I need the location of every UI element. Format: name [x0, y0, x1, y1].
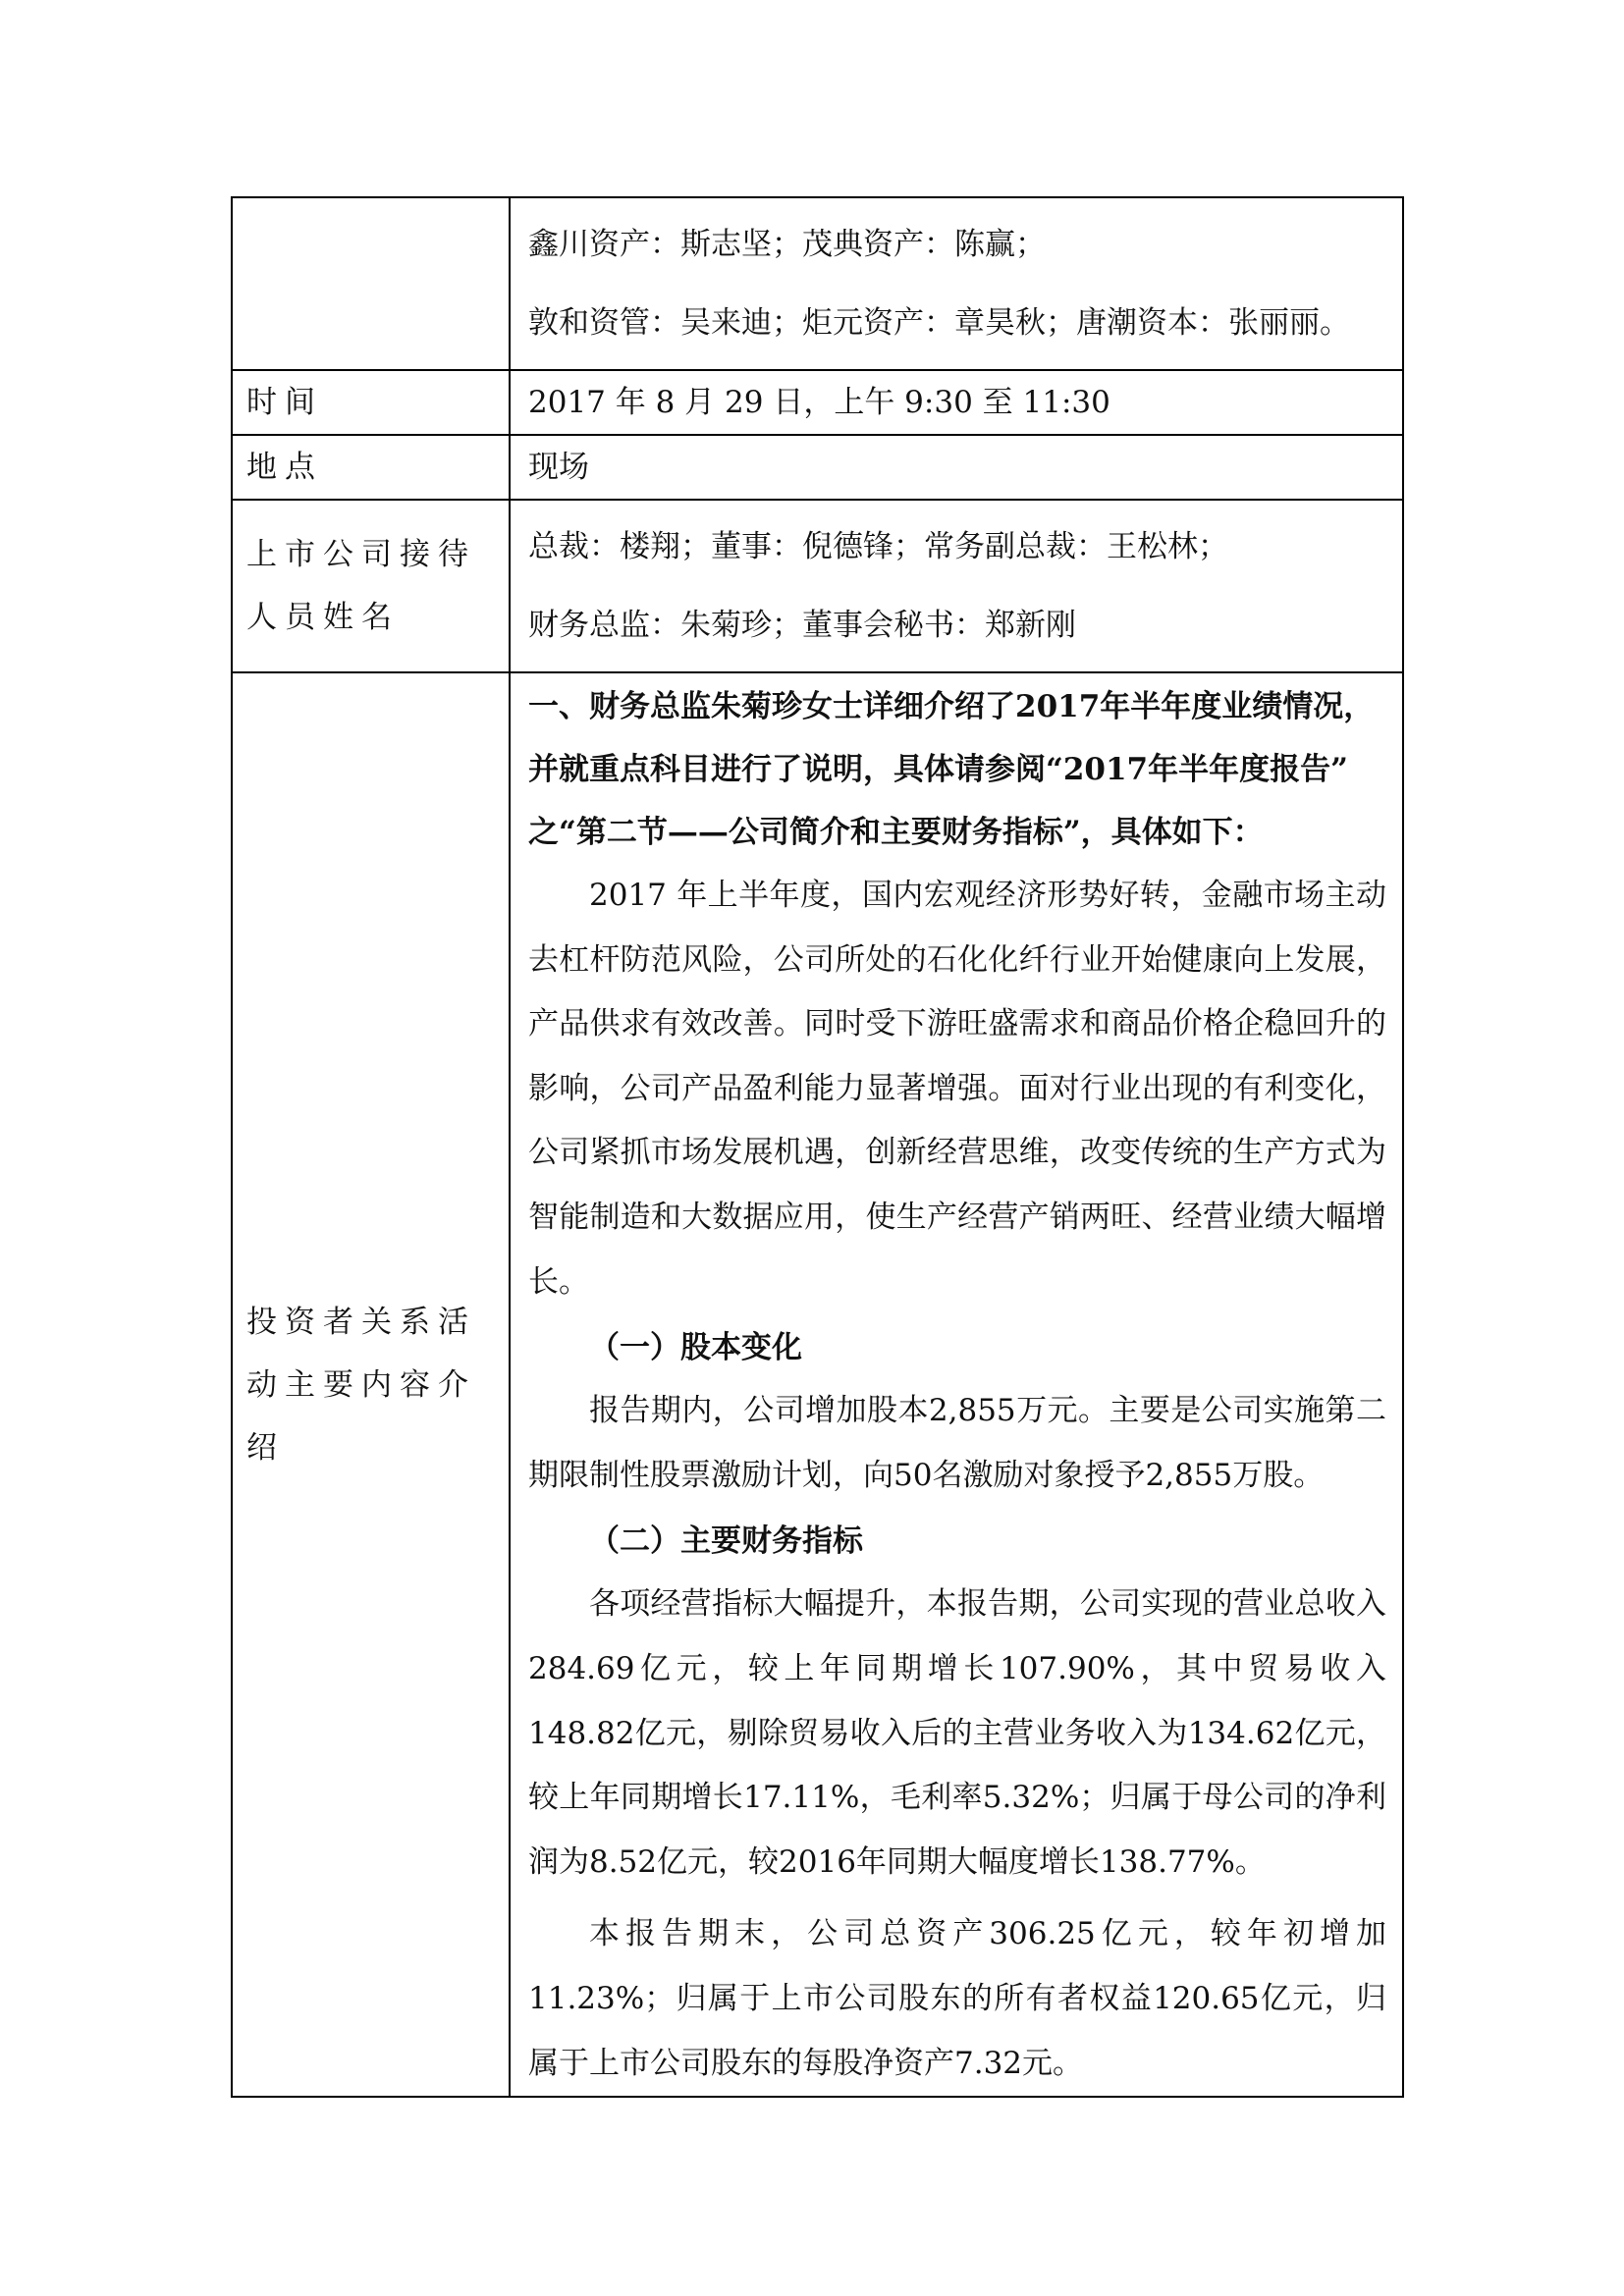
time-row — [232, 370, 1403, 435]
activity-heading-line-2: 并就重点科目进行了说明，具体请参阅“2017年半年度报告” — [528, 752, 1348, 787]
reception-line-1: 总裁：楼翔；董事：倪德锋；常务副总裁：王松林； — [528, 529, 1228, 564]
activity-heading-line-3: 之“第二节——公司简介和主要财务指标”，具体如下： — [528, 815, 1264, 850]
location-label: 地点 — [232, 435, 510, 500]
activity-heading-line-1: 一、财务总监朱菊珍女士详细介绍了2017年半年度业绩情况， — [528, 689, 1375, 724]
activity-row — [232, 672, 1403, 2097]
reception-line-2: 财务总监：朱菊珍；董事会秘书：郑新刚 — [528, 608, 1076, 643]
participants-line-1: 鑫川资产：斯志坚；茂典资产：陈赢； — [528, 227, 1046, 262]
participants-content-cell — [510, 197, 1403, 370]
financial-indicators-heading: （二）主要财务指标 — [589, 1523, 863, 1560]
assets-paragraph: 本报告期末，公司总资产306.25亿元，较年初增加11.23%；归属于上市公司股东的所有者权益120.65亿元，归属于上市公司股东的每股净资产7.32元。 — [528, 1916, 1386, 2081]
reception-content-cell — [510, 500, 1403, 672]
activity-content-cell — [510, 672, 1403, 2097]
location-value: 现场 — [510, 435, 1403, 500]
reception-label-line-1: 上市公司接待 — [246, 537, 476, 572]
location-row — [232, 435, 1403, 500]
activity-label-line-2: 动主要内容介 — [246, 1366, 476, 1403]
participants-row — [232, 197, 1403, 370]
activity-label-line-1: 投资者关系活 — [246, 1304, 476, 1340]
business-overview-paragraph: 2017 年上半年度，国内宏观经济形势好转，金融市场主动去杠杆防范风险，公司所处的石化化纤行业开始健康向上发展，产品供求有效改善。同时受下游旺盛需求和商品价格企稳回升的影响，公司产品盈利能力显著增强。面对行业出现的有利变化，公司紧抓市场发展机遇，创新经营思维，改变传统的生产方式为智能制造和大数据应用，使生产经营产销两旺、经营业绩大幅增长。 — [528, 878, 1386, 1300]
activity-label-cell — [232, 672, 510, 2097]
participants-label-cell — [232, 197, 510, 370]
reception-label-cell — [232, 500, 510, 672]
share-capital-paragraph: 报告期内，公司增加股本2,855万元。主要是公司实施第二期限制性股票激励计划，向50名激励对象授予2,855万股。 — [528, 1393, 1386, 1493]
financial-indicators-paragraph: 各项经营指标大幅提升，本报告期，公司实现的营业总收入284.69亿元，较上年同期增长107.90%，其中贸易收入148.82亿元，剔除贸易收入后的主营业务收入为134.62亿元，较上年同期增长17.11%，毛利率5.32%；归属于母公司的净利润为8.52亿元，较2016年同期大幅度增长138.77%。 — [528, 1586, 1386, 1880]
share-capital-heading: （一）股本变化 — [589, 1330, 802, 1366]
reception-label-line-2: 人员姓名 — [246, 600, 400, 635]
investor-relations-table — [231, 196, 1404, 2098]
time-value: 2017 年 8 月 29 日，上午 9:30 至 11:30 — [510, 370, 1403, 435]
reception-row — [232, 500, 1403, 672]
activity-label-line-3: 绍 — [246, 1429, 285, 1466]
time-label: 时间 — [232, 370, 510, 435]
participants-line-2: 敦和资管：吴来迪；炬元资产：章昊秋；唐潮资本：张丽丽。 — [528, 305, 1350, 341]
